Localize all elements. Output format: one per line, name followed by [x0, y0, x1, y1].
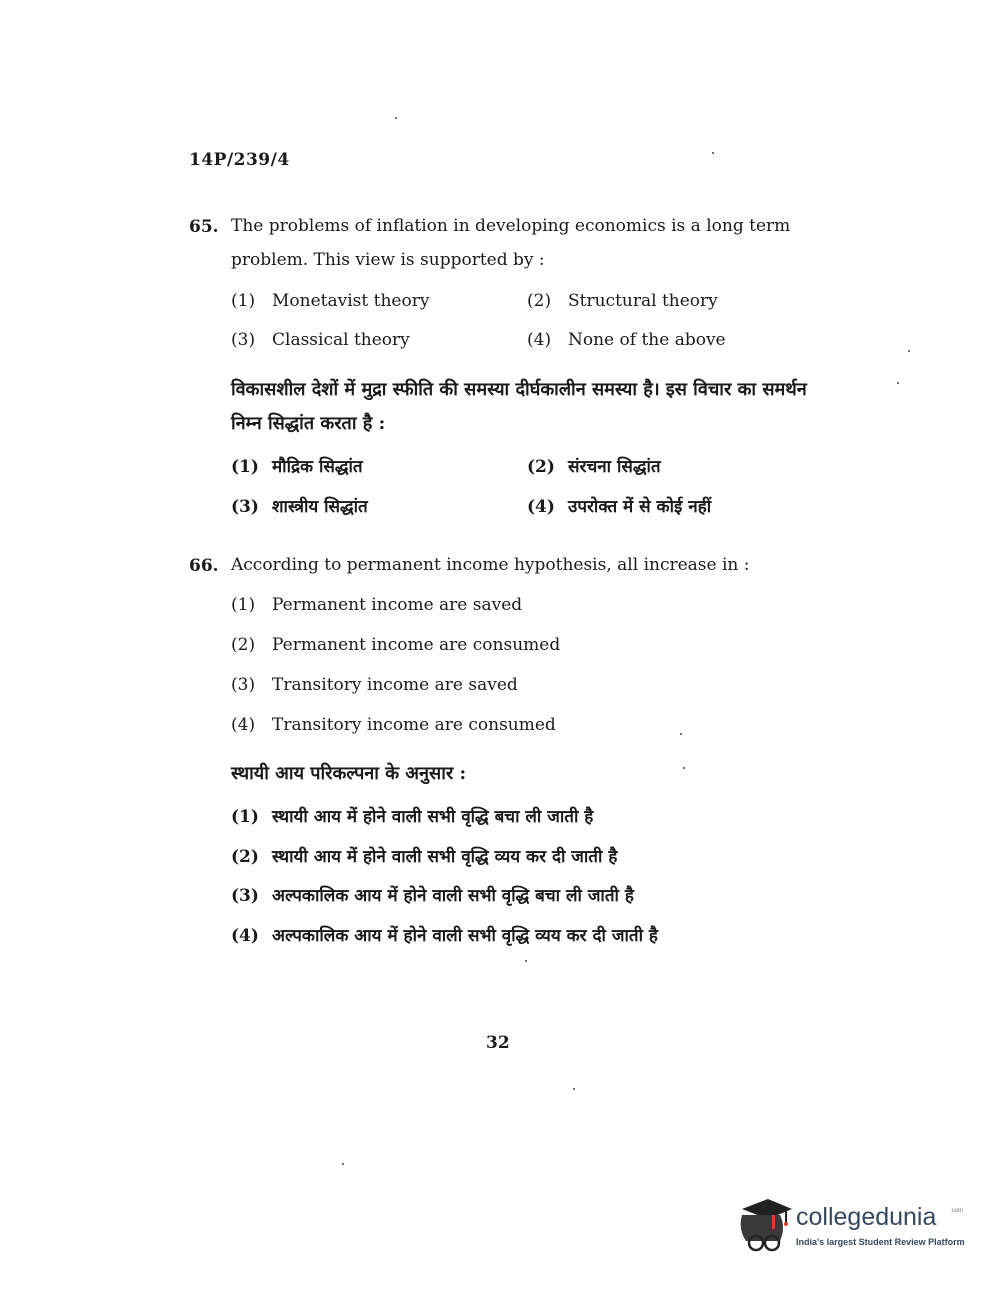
scan-speck: [712, 152, 714, 154]
option-text: अल्पकालिक आय में होने वाली सभी वृद्धि बचा ली जाती है: [272, 886, 634, 906]
scan-speck: [897, 382, 899, 384]
option-number: (2): [527, 291, 552, 311]
question-text-en: The problems of inflation in developing economics is a long term problem. This view is supported by :: [231, 216, 791, 270]
option-en: [231, 595, 522, 615]
option-en: [231, 330, 410, 350]
option-hi: [231, 494, 368, 517]
question-text-hi: विकासशील देशों में मुद्रा स्फीति की समस्या दीर्घकालीन समस्या है। इस विचार का समर्थन निम्न सिद्धांत करता है :: [231, 379, 807, 434]
question-number: 66.: [189, 556, 219, 576]
option-text: Structural theory: [568, 291, 718, 311]
option-en: [231, 675, 518, 695]
scan-speck: [342, 1163, 344, 1165]
option-text: Monetavist theory: [272, 291, 430, 311]
option-hi: [231, 454, 363, 477]
option-hi: [527, 494, 711, 517]
scan-speck: [680, 733, 682, 735]
option-number: (3): [231, 675, 256, 695]
option-number: (4): [527, 330, 552, 350]
option-number: (1): [231, 807, 259, 827]
option-en: [231, 291, 429, 311]
scan-speck: [908, 350, 910, 352]
option-text: Classical theory: [272, 330, 410, 350]
option-text: शास्त्रीय सिद्धांत: [272, 497, 368, 517]
scan-speck: [525, 960, 527, 962]
option-text: Transitory income are saved: [272, 675, 518, 695]
option-number: (1): [231, 291, 256, 311]
option-number: (3): [231, 330, 256, 350]
option-hi: [231, 804, 593, 827]
option-number: (3): [231, 886, 259, 906]
option-number: (4): [527, 497, 555, 517]
question-text-hi: स्थायी आय परिकल्पना के अनुसार :: [231, 763, 467, 784]
question-number: 65.: [189, 217, 219, 237]
logo-tagline: India's largest Student Review Platform: [796, 1237, 965, 1247]
option-en: [231, 635, 560, 655]
student-mascot-icon: [734, 1193, 794, 1257]
option-en: [231, 715, 556, 735]
option-number: (2): [231, 847, 259, 867]
option-text: Permanent income are saved: [272, 595, 523, 615]
scan-speck: [683, 767, 685, 769]
option-hi: [231, 844, 617, 867]
option-number: (1): [231, 457, 259, 477]
option-text: अल्पकालिक आय में होने वाली सभी वृद्धि व्यय कर दी जाती है: [272, 926, 658, 946]
option-text: मौद्रिक सिद्धांत: [272, 457, 363, 477]
option-text: स्थायी आय में होने वाली सभी वृद्धि बचा ली जाती है: [272, 807, 594, 827]
option-text: None of the above: [568, 330, 726, 350]
option-en: [527, 291, 718, 311]
option-number: (4): [231, 715, 256, 735]
option-hi: [527, 454, 661, 477]
option-number: (4): [231, 926, 259, 946]
option-number: (3): [231, 497, 259, 517]
option-number: (1): [231, 595, 256, 615]
logo-wordmark: collegedunia: [796, 1203, 937, 1231]
page-number: 32: [486, 1033, 510, 1053]
collegedunia-logo: [734, 1193, 964, 1257]
option-hi: [231, 883, 634, 906]
option-number: (2): [231, 635, 256, 655]
option-text: Permanent income are consumed: [272, 635, 561, 655]
option-text: Transitory income are consumed: [272, 715, 556, 735]
option-hi: [231, 923, 658, 946]
option-en: [527, 330, 726, 350]
option-text: उपरोक्त में से कोई नहीं: [568, 497, 712, 517]
scan-speck: [573, 1088, 575, 1090]
question-text-en: According to permanent income hypothesis, all increase in :: [231, 555, 750, 575]
scan-speck: [395, 117, 397, 119]
paper-code: 14P/239/4: [189, 150, 290, 170]
option-number: (2): [527, 457, 555, 477]
option-text: स्थायी आय में होने वाली सभी वृद्धि व्यय कर दी जाती है: [272, 847, 618, 867]
option-text: संरचना सिद्धांत: [568, 457, 661, 477]
logo-suffix: .com: [950, 1208, 964, 1214]
